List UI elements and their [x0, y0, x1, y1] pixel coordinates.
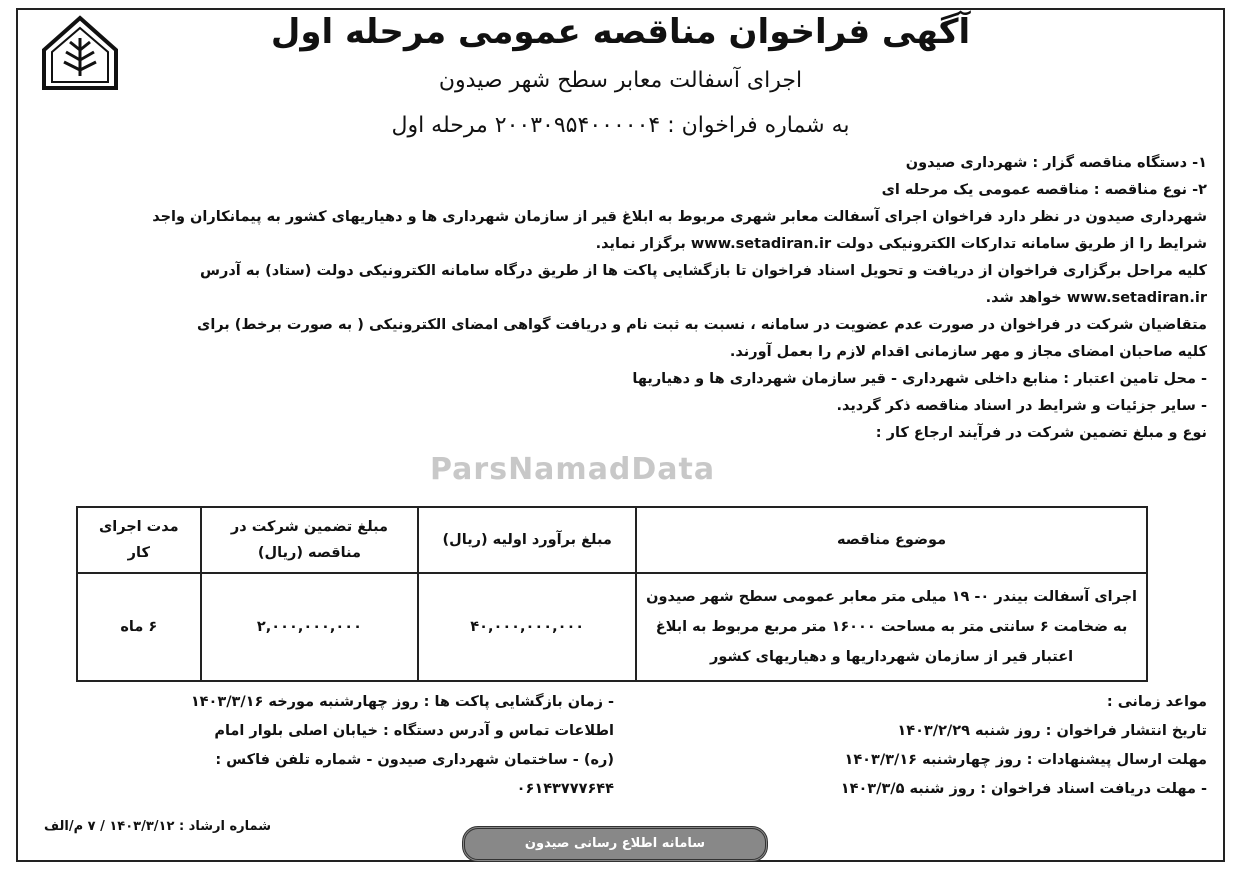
subject-cell: اجرای آسفالت بیندر ۰- ۱۹ میلی متر معابر عمومی سطح شهر صیدون به ضخامت ۶ سانتی متر به مساحت ۱۶۰۰۰ متر مربع مربوط به ابلاغ اعتبار قیر از سازمان شهرداریها و دهیاریهای کشور	[636, 573, 1147, 681]
body-paragraph-line: شرایط را از طریق سامانه تدارکات الکترونیکی دولت www.setadiran.ir برگزار نماید.	[595, 236, 1207, 252]
body-paragraph-line: www.setadiran.ir خواهد شد.	[985, 290, 1207, 306]
funding-line: - محل تامین اعتبار : منابع داخلی شهرداری - قیر سازمان شهرداری ها و دهیاریها	[632, 371, 1207, 387]
table-row	[77, 573, 1147, 681]
phone-number: ۰۶۱۴۳۷۷۷۶۴۴	[516, 781, 614, 797]
tender-number: به شماره فراخوان : ۲۰۰۳۰۹۵۴۰۰۰۰۰۴ مرحله اول	[391, 113, 850, 138]
guarantee-intro-line: نوع و مبلغ تضمین شرکت در فرآیند ارجاع کار :	[875, 425, 1207, 441]
contact-line: اطلاعات تماس و آدرس دستگاه : خیابان اصلی بلوار امام	[214, 723, 614, 739]
estimate-header: مبلغ برآورد اولیه (ریال)	[418, 507, 636, 573]
contact-section	[34, 688, 614, 804]
organizer-line: ۱- دستگاه مناقصه گزار : شهرداری صیدون	[905, 155, 1207, 171]
body-paragraph-line: شهرداری صیدون در نظر دارد فراخوان اجرای آسفالت معابر شهری مربوط به ابلاغ قیر از سازمان شهرداری ها و دهیاریهای کشور به پیمانکاران واجد	[152, 209, 1207, 225]
tender-table	[76, 506, 1148, 682]
guarantee-header: مبلغ تضمین شرکت در مناقصه (ریال)	[201, 507, 419, 573]
body-paragraph-line: کلیه مراحل برگزاری فراخوان از دریافت و تحویل اسناد فراخوان تا بازگشایی پاکت ها از طریق درگاه سامانه الکترونیکی دولت (ستاد) به آدرس	[200, 263, 1207, 279]
body-paragraph-line: متقاضیان شرکت در فراخوان در صورت عدم عضویت در سامانه ، نسبت به ثبت نام و دریافت گواهی امضای الکترونیکی ( به صورت برخط) برای	[197, 317, 1207, 333]
schedule-section	[600, 688, 1207, 804]
schedule-heading: مواعد زمانی :	[1106, 694, 1207, 710]
subject-header: موضوع مناقصه	[636, 507, 1147, 573]
duration-header: مدت اجرای کار	[77, 507, 201, 573]
guidance-number: شماره ارشاد : ۱۴۰۳/۳/۱۲ / ۷ م/الف	[44, 819, 272, 834]
docs-deadline: - مهلت دریافت اسناد فراخوان : روز شنبه ۱۴۰۳/۳/۵	[840, 781, 1207, 797]
municipality-logo-icon	[36, 14, 124, 108]
footer-banner: سامانه اطلاع رسانی صیدون	[462, 826, 768, 862]
notice-body	[26, 150, 1207, 447]
details-line: - سایر جزئیات و شرایط در اسناد مناقصه ذکر گردید.	[836, 398, 1207, 414]
notice-subtitle: اجرای آسفالت معابر سطح شهر صیدون	[438, 68, 803, 93]
submit-deadline: مهلت ارسال پیشنهادات : روز چهارشنبه ۱۴۰۳/۳/۱۶	[844, 752, 1207, 768]
watermark: ParsNamadData	[430, 452, 716, 487]
contact-line: (ره) - ساختمان شهرداری صیدون - شماره تلفن فاکس :	[215, 752, 614, 768]
publish-date: تاریخ انتشار فراخوان : روز شنبه ۱۴۰۳/۲/۲۹	[897, 723, 1207, 739]
table-header-row	[77, 507, 1147, 573]
tender-type-line: ۲- نوع مناقصه : مناقصه عمومی یک مرحله ای	[881, 182, 1207, 198]
body-paragraph-line: کلیه صاحبان امضای مجاز و مهر سازمانی اقدام لازم را بعمل آورند.	[729, 344, 1207, 360]
notice-title: آگهی فراخوان مناقصه عمومی مرحله اول	[270, 12, 971, 52]
estimate-cell: ۴۰,۰۰۰,۰۰۰,۰۰۰	[418, 573, 636, 681]
duration-cell: ۶ ماه	[77, 573, 201, 681]
opening-date: - زمان بازگشایی پاکت ها : روز چهارشنبه مورخه ۱۴۰۳/۳/۱۶	[190, 694, 614, 710]
guarantee-cell: ۲,۰۰۰,۰۰۰,۰۰۰	[201, 573, 419, 681]
